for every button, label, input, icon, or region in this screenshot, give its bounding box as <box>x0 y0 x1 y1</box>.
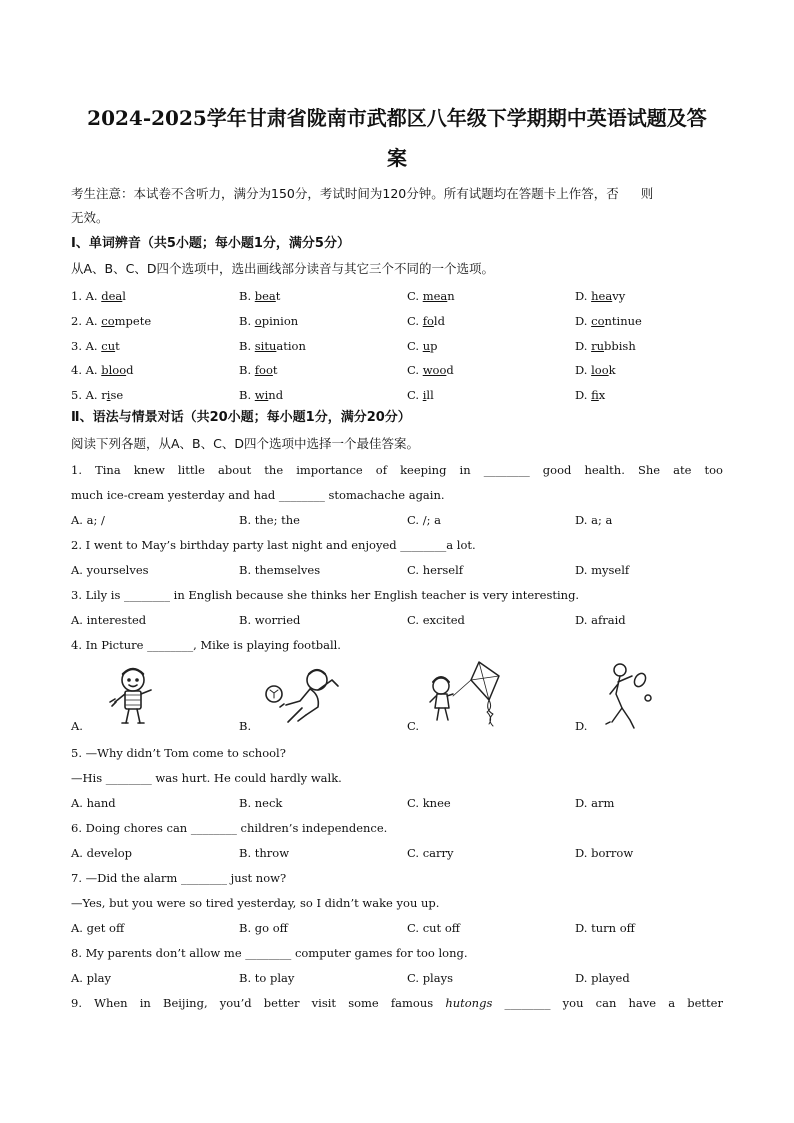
question-1-option-c: C. /; a <box>407 513 441 527</box>
italic-word: hutongs <box>445 996 493 1010</box>
word-part: D. <box>575 363 592 377</box>
word-part: r <box>101 388 107 402</box>
question-3-option-c: C. excited <box>407 613 465 627</box>
word-part: C. <box>407 289 423 303</box>
question-7-option-d: D. turn off <box>575 921 635 935</box>
section2-instruction: 阅读下列各题，从A、B、C、D四个选项中选择一个最佳答案。 <box>71 436 419 451</box>
question-7-option-c: C. cut off <box>407 921 460 935</box>
section1-q4-option-c <box>407 362 454 378</box>
question-2-option-d: D. myself <box>575 563 630 577</box>
word-part: x <box>598 388 606 402</box>
question-1-option-a: A. a; / <box>71 513 105 527</box>
word-part: n <box>447 289 455 303</box>
question-4-option-b: B. <box>239 719 252 733</box>
stem-word: have <box>628 996 657 1010</box>
stem-word: Beijing, <box>163 996 208 1010</box>
question-5-option-d: D. arm <box>575 796 615 810</box>
stem-word: famous <box>390 996 434 1010</box>
underlined-letters: co <box>591 314 605 328</box>
question-1-stem-continued: much ice-cream yesterday and had ________ stomachache again. <box>71 488 445 502</box>
underlined-letters: loo <box>591 363 609 377</box>
word-part: ntinue <box>604 314 642 328</box>
section1-q3-option-d <box>575 338 636 354</box>
stem-word: knew <box>133 463 165 477</box>
section1-q2-option-b <box>239 313 298 329</box>
section1-q4-option-d <box>575 362 616 378</box>
question-6-option-d: D. borrow <box>575 846 634 860</box>
stem-word: in <box>459 463 471 477</box>
question-9-stem <box>71 995 723 1011</box>
word-part: B. <box>239 289 255 303</box>
question-5-option-c: C. knee <box>407 796 451 810</box>
section1-q3-option-a <box>71 338 120 354</box>
section1-q1-option-c <box>407 288 455 304</box>
word-part: C. <box>407 339 423 353</box>
section1-q5-option-d <box>575 387 605 403</box>
stem-word: ate <box>673 463 692 477</box>
underlined-letters: mea <box>422 289 448 303</box>
underlined-letters: u <box>422 339 431 353</box>
section1-q2-option-a <box>71 313 151 329</box>
word-part: nd <box>268 388 284 402</box>
word-part: t <box>115 339 120 353</box>
question-4-stem: 4. In Picture ________, Mike is playing football. <box>71 638 341 652</box>
stem-word: 1. <box>71 463 82 477</box>
word-part: ld <box>433 314 445 328</box>
question-7-option-a: A. get off <box>71 921 125 935</box>
stem-word: a <box>668 996 676 1010</box>
stem-word: in <box>139 996 151 1010</box>
stem-word: Tina <box>95 463 121 477</box>
underlined-letters: situ <box>254 339 277 353</box>
underlined-letters: i <box>422 388 427 402</box>
word-part: ation <box>276 339 306 353</box>
underlined-letters: fi <box>591 388 599 402</box>
underlined-letters: woo <box>422 363 447 377</box>
section1-q2-option-c <box>407 313 445 329</box>
question-3-stem: 3. Lily is ________ in English because she thinks her English teacher is very interesting. <box>71 588 580 602</box>
question-7-option-b: B. go off <box>239 921 288 935</box>
underlined-letters: foo <box>254 363 273 377</box>
underlined-letters: dea <box>101 289 123 303</box>
section1-q2-option-d <box>575 313 642 329</box>
word-part: d <box>446 363 454 377</box>
picture-b-football-player-icon <box>262 660 344 728</box>
question-1-option-b: B. the; the <box>239 513 300 527</box>
section2-heading: Ⅱ、语法与情景对话（共20小题；每小题1分，满分20分） <box>71 410 411 425</box>
stem-word: the <box>264 463 284 477</box>
question-6-option-a: A. develop <box>71 846 133 860</box>
underlined-letters: wi <box>254 388 269 402</box>
question-4-option-d: D. <box>575 719 588 733</box>
stem-word: ________ <box>483 463 530 477</box>
word-part: D. <box>575 388 592 402</box>
stem-word: you <box>562 996 584 1010</box>
underlined-letters: ru <box>591 339 605 353</box>
stem-word: better <box>687 996 723 1010</box>
stem-word: ________ <box>504 996 551 1010</box>
underlined-letters: bea <box>254 289 276 303</box>
word-part: t <box>272 363 278 377</box>
stem-word: you’d <box>219 996 252 1010</box>
question-3-option-d: D. afraid <box>575 613 626 627</box>
stem-word: too <box>704 463 723 477</box>
word-part: mpete <box>114 314 152 328</box>
stem-word: better <box>263 996 300 1010</box>
stem-word: about <box>218 463 252 477</box>
question-8-stem: 8. My parents don’t allow me ________ computer games for too long. <box>71 946 468 960</box>
underlined-letters: cu <box>101 339 116 353</box>
question-number: 1. A. <box>71 289 102 303</box>
underlined-letters: o <box>254 314 262 328</box>
question-number: 2. A. <box>71 314 102 328</box>
stem-word: She <box>637 463 661 477</box>
question-8-option-a: A. play <box>71 971 112 985</box>
section1-q5-option-c <box>407 387 434 403</box>
page-title-continued: 案 <box>387 146 407 170</box>
stem-word: little <box>177 463 205 477</box>
word-part: B. <box>239 314 255 328</box>
underlined-letters: bloo <box>101 363 127 377</box>
word-part: ll <box>426 388 434 402</box>
picture-c-kite-girl-icon <box>425 656 505 728</box>
question-8-option-c: C. plays <box>407 971 453 985</box>
stem-word: When <box>94 996 128 1010</box>
word-part: l <box>122 289 126 303</box>
section1-q3-option-c <box>407 338 438 354</box>
question-5-answer-line: —His ________ was hurt. He could hardly walk. <box>71 771 342 785</box>
stem-word: health. <box>584 463 625 477</box>
word-part: d <box>126 363 134 377</box>
stem-word: importance <box>296 463 363 477</box>
section1-q4-option-b <box>239 362 278 378</box>
question-8-option-d: D. played <box>575 971 630 985</box>
word-part: bbish <box>604 339 636 353</box>
question-8-option-b: B. to play <box>239 971 295 985</box>
word-part: C. <box>407 314 423 328</box>
stem-word: keeping <box>400 463 447 477</box>
underlined-letters: i <box>106 388 111 402</box>
section1-q1-option-a <box>71 288 126 304</box>
section1-q1-option-d <box>575 288 625 304</box>
question-4-option-a: A. <box>71 719 83 733</box>
word-part: B. <box>239 388 255 402</box>
question-number: 3. A. <box>71 339 102 353</box>
question-3-option-b: B. worried <box>239 613 301 627</box>
question-5-option-b: B. neck <box>239 796 283 810</box>
question-1-option-d: D. a; a <box>575 513 613 527</box>
question-number: 5. A. <box>71 388 102 402</box>
picture-d-tennis-player-icon <box>596 660 658 732</box>
question-2-option-b: B. themselves <box>239 563 321 577</box>
page-title: 2024-2025学年甘肃省陇南市武都区八年级下学期期中英语试题及答 <box>87 106 707 130</box>
stem-word: can <box>595 996 617 1010</box>
stem-word: of <box>375 463 387 477</box>
question-6-option-b: B. throw <box>239 846 290 860</box>
question-4-option-c: C. <box>407 719 420 733</box>
stem-word: some <box>348 996 379 1010</box>
stem-word: visit <box>311 996 337 1010</box>
question-number: 4. A. <box>71 363 102 377</box>
word-part: se <box>110 388 124 402</box>
word-part: B. <box>239 339 255 353</box>
question-6-option-c: C. carry <box>407 846 454 860</box>
picture-a-boy-icon <box>98 660 168 730</box>
question-7-stem: 7. —Did the alarm ________ just now? <box>71 871 287 885</box>
section1-instruction: 从A、B、C、D四个选项中，选出画线部分读音与其它三个不同的一个选项。 <box>71 261 494 276</box>
word-part: B. <box>239 363 255 377</box>
section1-q3-option-b <box>239 338 306 354</box>
word-part: D. <box>575 339 592 353</box>
word-part: k <box>608 363 616 377</box>
section1-q5-option-b <box>239 387 283 403</box>
word-part: t <box>275 289 281 303</box>
underlined-letters: fo <box>422 314 434 328</box>
question-6-stem: 6. Doing chores can ________ children’s independence. <box>71 821 388 835</box>
question-3-option-a: A. interested <box>71 613 147 627</box>
section1-q5-option-a <box>71 387 123 403</box>
word-part: p <box>430 339 438 353</box>
stem-word: 9. <box>71 996 82 1010</box>
notice-line-2: 无效。 <box>71 210 109 225</box>
question-2-option-c: C. herself <box>407 563 464 577</box>
question-2-stem: 2. I went to May’s birthday party last night and enjoyed ________a lot. <box>71 538 476 552</box>
question-1-stem <box>71 462 723 478</box>
word-part: vy <box>612 289 626 303</box>
question-5-stem: 5. —Why didn’t Tom come to school? <box>71 746 286 760</box>
notice-text: 考生注意：本试卷不含听力，满分为150分，考试时间为120分钟。所有试题均在答题卡上作答，否 <box>71 186 619 201</box>
question-5-option-a: A. hand <box>71 796 116 810</box>
notice-text-end: 则 <box>640 186 654 201</box>
question-7-answer-line: —Yes, but you were so tired yesterday, so I didn’t wake you up. <box>71 896 440 910</box>
notice-line <box>71 186 653 202</box>
question-2-option-a: A. yourselves <box>71 563 149 577</box>
section1-heading: Ⅰ、单词辨音（共5小题；每小题1分，满分5分） <box>71 236 350 251</box>
section1-q1-option-b <box>239 288 280 304</box>
stem-word: good <box>542 463 572 477</box>
section1-q4-option-a <box>71 362 134 378</box>
word-part: pinion <box>261 314 299 328</box>
underlined-letters: co <box>101 314 115 328</box>
underlined-letters: hea <box>591 289 613 303</box>
word-part: C. <box>407 388 423 402</box>
word-part: C. <box>407 363 423 377</box>
word-part: D. <box>575 289 592 303</box>
word-part: D. <box>575 314 592 328</box>
